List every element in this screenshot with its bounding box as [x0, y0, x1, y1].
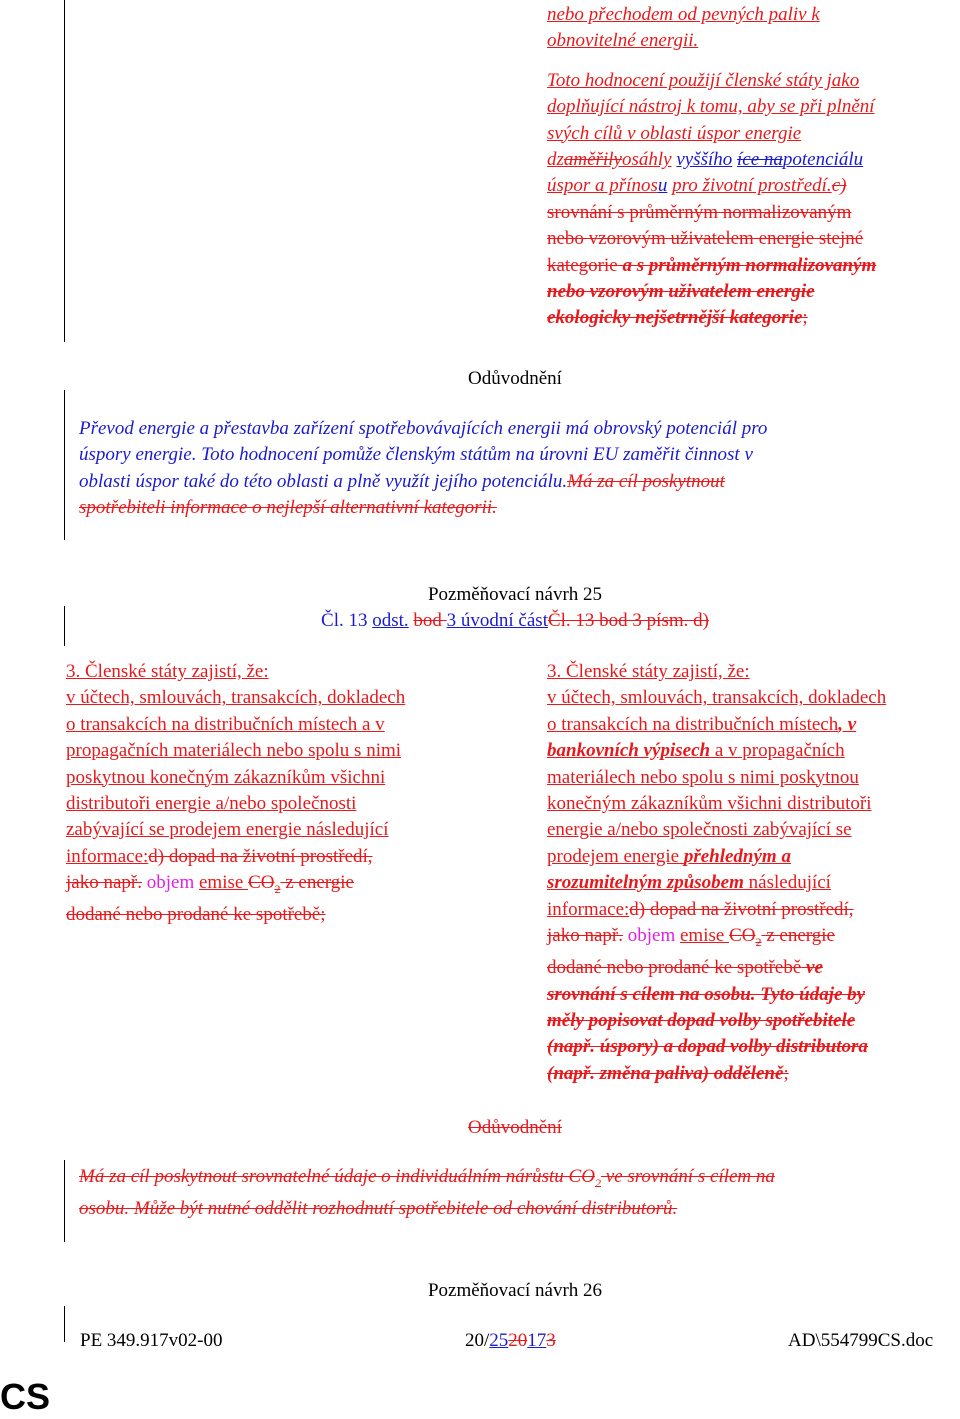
top-right-column [547, 2, 960, 332]
footer-doc-ref: PE 349.917v02-00 [80, 1330, 223, 1351]
text-line: oblasti úspor také do této oblasti a plně využít jejího potenciálu.Má za cíl poskytnout [79, 470, 725, 492]
text-line: kategorie a s průměrným normalizovaným [547, 254, 877, 276]
text-line: dodané nebo prodané ke spotřebě ve [547, 957, 823, 979]
justification-heading: Odůvodnění [468, 368, 562, 389]
text-line: materiálech nebo spolu s nimi poskytnou [547, 766, 859, 788]
text-line: zabývající se prodejem energie následující [66, 819, 389, 841]
text-line: úspory energie. Toto hodnocení pomůže členským státům na úrovni EU zaměřit činnost v [79, 444, 753, 466]
text-line: spotřebiteli informace o nejlepší alternativní kategorii. [79, 497, 497, 519]
text-line: poskytnou konečným zákazníkům všichni [66, 766, 386, 788]
text-line: v účtech, smlouvách, transakcích, dokladech [66, 687, 406, 709]
text-line: informace:d) dopad na životní prostředí, [66, 845, 373, 867]
text-line: jako např. objem emise $CO_2$ z energie [66, 872, 354, 897]
text-line: jako např. objem emise $CO_2$ z energie [547, 925, 835, 949]
text-line: doplňující nástroj k tomu, aby se při plnění [547, 96, 875, 118]
amendment-title: Pozměňovací návrh 26 [427, 1280, 603, 1301]
text-line: bankovních výpisech a v propagačních [547, 740, 845, 762]
text-line: dodané nebo prodané ke spotřebě; [66, 904, 326, 926]
text-line: osobu. Může být nutné oddělit rozhodnutí spotřebitele od chování distributorů. [79, 1198, 678, 1220]
amendment-reference: Čl. 13 odst. bod 3 úvodní částČl. 13 bod 3 písm. d) [321, 610, 709, 631]
text-line: úspor a přínosu pro životní prostředí.c) [547, 175, 847, 197]
amendment-rule-1 [64, 606, 65, 646]
text-line: dzaměřilyosáhly vyššího íce napotenciálu [547, 149, 864, 171]
text-line: Převod energie a přestavba zařízení spotřebovávajících energii má obrovský potenciál pro [79, 418, 768, 439]
text-line: (např. úspory) a dopad volby distributora [547, 1036, 868, 1058]
amended-text-column [547, 659, 960, 1087]
original-text-column [66, 659, 506, 929]
text-line: Toto hodnocení použijí členské státy jako [547, 69, 860, 91]
text-line: nebo vzorovým uživatelem energie stejné [547, 228, 864, 250]
text-line: měly popisovat dopad volby spotřebitele [547, 1010, 856, 1032]
text-line: svých cílů v oblasti úspor energie [547, 122, 802, 144]
amendment-rule-2 [64, 1306, 65, 1342]
footer-filename: AD\554799CS.doc [788, 1330, 934, 1351]
column-rule-top-left [64, 0, 65, 342]
text-line: (např. změna paliva) odděleně; [547, 1062, 789, 1084]
text-line: srovnání s cílem na osobu. Tyto údaje by [547, 983, 866, 1005]
amendment-title: Pozměňovací návrh 25 [427, 584, 603, 605]
footer-page-number: 20/2520173 [465, 1330, 556, 1351]
language-code: CS [0, 1376, 51, 1417]
text-line: nebo přechodem od pevných paliv k [547, 4, 820, 25]
text-line: 3. Členské státy zajistí, že: [66, 661, 269, 682]
text-line: propagačních materiálech nebo spolu s nimi [66, 740, 402, 762]
text-line: srozumitelným způsobem následující [547, 872, 831, 894]
text-line: energie a/nebo společnosti zabývající se [547, 819, 852, 841]
text-line: nebo vzorovým uživatelem energie [547, 281, 815, 303]
text-line: konečným zákazníkům všichni distributoři [547, 793, 872, 815]
text-line: v účtech, smlouvách, transakcích, dokladech [547, 687, 887, 709]
text-line: ekologicky nejšetrnější kategorie; [547, 307, 808, 329]
justification-rule-2 [64, 1160, 65, 1242]
text-line: prodejem energie přehledným a [547, 845, 791, 867]
text-line: obnovitelné energii. [547, 30, 699, 52]
justification-heading: Odůvodnění [468, 1117, 562, 1138]
text-line: informace:d) dopad na životní prostředí, [547, 898, 854, 920]
text-line: 3. Členské státy zajistí, že: [547, 661, 750, 682]
justification-body [79, 416, 959, 522]
text-line: distributoři energie a/nebo společnosti [66, 793, 357, 815]
justification-rule-1 [64, 390, 65, 540]
text-line: o transakcích na distribučních místech, v [547, 713, 857, 735]
text-line: Má za cíl poskytnout srovnatelné údaje o individuálním nárůstu $CO_2$ ve srovnání s cílem na [79, 1166, 775, 1190]
text-line: srovnání s průměrným normalizovaným [547, 201, 852, 223]
justification-body [79, 1164, 959, 1223]
text-line: o transakcích na distribučních místech a v [66, 713, 385, 735]
